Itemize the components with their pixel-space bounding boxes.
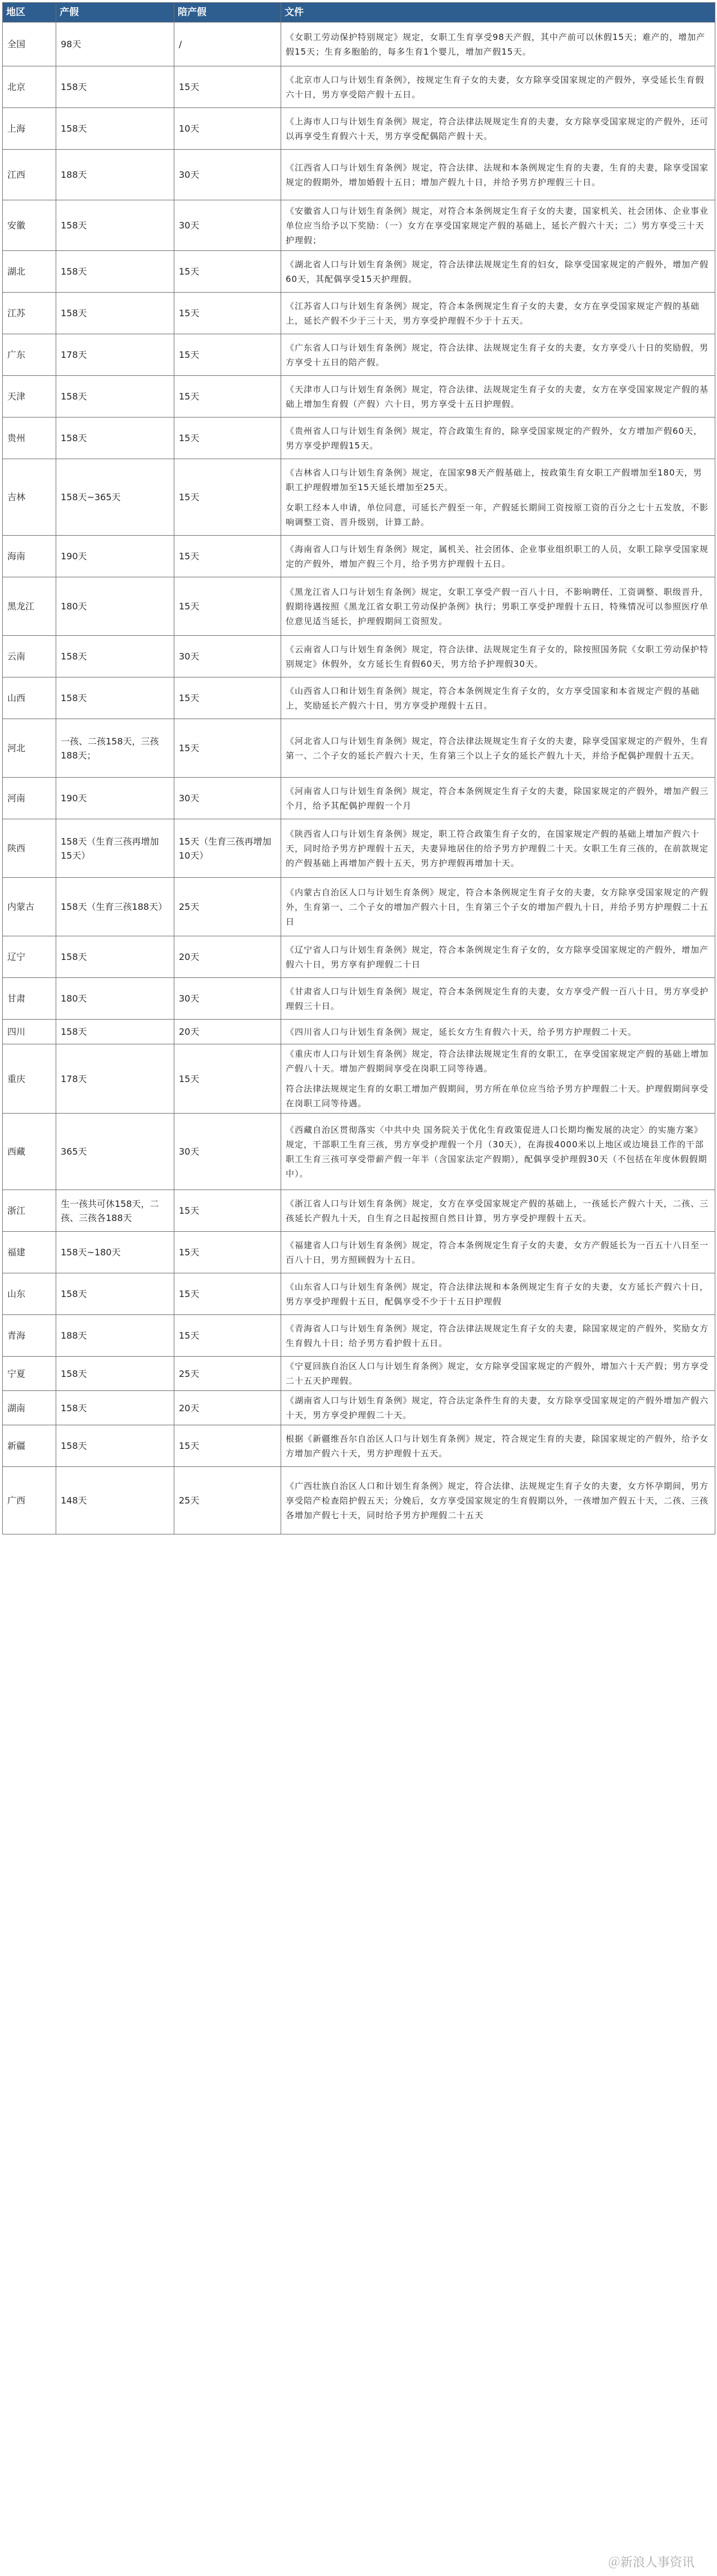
cell-maternity-leave: 158天（生育三孩再增加15天） (56, 819, 174, 878)
cell-region: 全国 (3, 23, 56, 66)
watermark: ＠新浪人事资讯 (607, 2556, 695, 2570)
table-row (3, 108, 715, 150)
cell-paternity-leave: 30天 (174, 778, 281, 819)
cell-document (281, 418, 715, 459)
document-paragraph: 《广西壮族自治区人口和计划生育条例》规定，符合法律、法规规定生育子女的夫妻，女方怀孕期间，男方享受陪产检查陪护假五天；分娩后，女方享受国家规定的生育假期以外，一孩增加产假五十天，二孩、三孩各增加产假七十天，同时给予男方护理假二十五天 (286, 1480, 709, 1520)
cell-document (281, 536, 715, 577)
cell-maternity-leave: 365天 (56, 1114, 174, 1190)
cell-region: 河南 (3, 778, 56, 819)
table-row (3, 418, 715, 459)
table-row (3, 66, 715, 108)
cell-document (281, 293, 715, 334)
cell-maternity-leave: 180天 (56, 978, 174, 1020)
cell-paternity-leave: 15天 (174, 459, 281, 536)
document-paragraph: 《江西省人口与计划生育条例》规定，符合法律、法规和本条例规定生育的夫妻，生育的夫妻，除享受国家规定的假期外，增加婚假十五日；增加产假九十日，并给予男方护理假三十日。 (286, 162, 709, 187)
table-row (3, 978, 715, 1020)
cell-region: 四川 (3, 1020, 56, 1044)
cell-paternity-leave: 30天 (174, 978, 281, 1020)
cell-document (281, 636, 715, 677)
cell-maternity-leave: 190天 (56, 536, 174, 577)
document-paragraph: 《山西省人口和计划生育条例》规定，符合本条例规定生育子女的，女方享受国家和本省规定产假的基础上，奖励延长产假六十日，男方享受护理假十五日。 (286, 685, 700, 711)
document-paragraph: 《福建省人口与计划生育条例》规定，符合本条例规定生育子女的夫妻，女方产假延长为一百五十八日至一百八十日，男方照顾假为十五日。 (286, 1240, 709, 1265)
cell-paternity-leave: 15天 (174, 1425, 281, 1467)
cell-maternity-leave: 158天 (56, 1273, 174, 1315)
header-maternity: 产假 (56, 3, 174, 23)
table-row (3, 636, 715, 677)
cell-paternity-leave: 15天 (174, 1044, 281, 1114)
cell-region: 云南 (3, 636, 56, 677)
cell-region: 福建 (3, 1232, 56, 1273)
cell-maternity-leave: 158天 (56, 1020, 174, 1044)
cell-paternity-leave: 15天（生育三孩再增加10天） (174, 819, 281, 878)
cell-maternity-leave: 158天 (56, 376, 174, 418)
cell-region: 上海 (3, 108, 56, 150)
document-paragraph: 女职工经本人申请，单位同意，可延长产假至一年，产假延长期间工资按原工资的百分之七十五发放，不影响调整工资、晋升级别，计算工龄。 (286, 502, 709, 527)
cell-document (281, 1315, 715, 1357)
cell-paternity-leave: 15天 (174, 1190, 281, 1232)
cell-document (281, 1425, 715, 1467)
document-paragraph: 《河北省人口与计划生育条例》规定，符合法律法规规定生育子女的夫妻，除享受国家规定的产假外，生育第一、二个子女的延长产假六十天，生育第三个以上子女的延长产假九十天，并给予配偶护理假十五天。 (286, 735, 709, 761)
cell-document (281, 376, 715, 418)
document-paragraph: 《江苏省人口与计划生育条例》规定，符合本条例规定生育子女的夫妻，女方在享受国家规定产假的基础上，延长产假不少于三十天，男方享受护理假不少于十五天。 (286, 300, 700, 326)
cell-document (281, 1044, 715, 1114)
table-row (3, 1357, 715, 1391)
cell-maternity-leave: 188天 (56, 150, 174, 200)
header-region: 地区 (3, 3, 56, 23)
document-paragraph: 《浙江省人口与计划生育条例》规定，女方在享受国家规定产假的基础上，一孩延长产假六十天，二孩、三孩延长产假九十天，自生育之日起按照自然日计算，男方享受护理假十五天。 (286, 1198, 709, 1223)
document-paragraph: 根据《新疆维吾尔自治区人口与计划生育条例》规定，符合规定生育的夫妻，除国家规定的产假外，给予女方增加产假六十天，男方护理假十五天。 (286, 1433, 709, 1458)
header-paternity: 陪产假 (174, 3, 281, 23)
cell-region: 湖南 (3, 1391, 56, 1425)
document-paragraph: 《安徽省人口与计划生育条例》规定，对符合本条例规定生育子女的夫妻，国家机关、社会团体、企业事业单位应当给予以下奖励：（一）女方在享受国家规定产假的基础上，延长产假六十天；二）男方享受三十天护理假； (286, 205, 709, 245)
document-paragraph: 《重庆市人口与计划生育条例》规定，符合法律法规规定生育的女职工，在享受国家规定产假的基础上增加产假八十天。增加产假期间享受在岗职工同等待遇。 (286, 1049, 709, 1074)
maternity-leave-table (2, 2, 715, 1534)
cell-document (281, 1357, 715, 1391)
table-row (3, 936, 715, 978)
cell-region: 河北 (3, 719, 56, 778)
cell-document (281, 677, 715, 719)
document-paragraph: 《西藏自治区贯彻落实〈中共中央 国务院关于优化生育政策促进人口长期均衡发展的决定〉的实施方案》规定，干部职工生育三孩，男方享受护理假一个月（30天），在海拔4000米以上地区或边境县工作的干部职工生育三孩可享受带薪产假一年半（含国家法定产假期），配偶享受护理假30天（不包括在年度休假假期中）。 (286, 1124, 707, 1179)
cell-region: 江苏 (3, 293, 56, 334)
table-row (3, 1044, 715, 1114)
document-paragraph: 《陕西省人口与计划生育条例》规定，职工符合政策生育子女的，在国家规定产假的基础上增加产假六十天，同时给予男方护理假十五天，夫妻异地居住的给予男方护理假二十天。女职工生育三孩的，在前款规定的产假基础上再增加产假十五天，男方护理假再增加十天。 (286, 828, 709, 868)
cell-document (281, 23, 715, 66)
table-row (3, 577, 715, 636)
cell-maternity-leave: 190天 (56, 778, 174, 819)
document-paragraph: 《天津市人口与计划生育条例》规定，符合法律、法规规定生育子女的夫妻，女方在享受国家规定产假的基础上增加生育假（产假）六十日，男方享受十五日护理假。 (286, 384, 709, 409)
table-row (3, 150, 715, 200)
table-row (3, 1114, 715, 1190)
cell-maternity-leave: 158天~365天 (56, 459, 174, 536)
table-row (3, 1020, 715, 1044)
cell-document (281, 1273, 715, 1315)
cell-document (281, 936, 715, 978)
cell-maternity-leave: 158天 (56, 66, 174, 108)
cell-maternity-leave: 188天 (56, 1315, 174, 1357)
cell-paternity-leave: 15天 (174, 1232, 281, 1273)
document-paragraph: 《山东省人口与计划生育条例》规定，符合法律法规和本条例规定生育子女的夫妻，女方延长产假六十日，男方享受护理假十五日，配偶享受不少于十五日护理假 (286, 1281, 709, 1307)
cell-maternity-leave: 158天 (56, 1425, 174, 1467)
cell-region: 北京 (3, 66, 56, 108)
cell-paternity-leave: 10天 (174, 108, 281, 150)
document-paragraph: 《四川省人口与计划生育条例》规定，延长女方生育假六十天，给予男方护理假二十天。 (286, 1026, 637, 1037)
table-row (3, 719, 715, 778)
cell-maternity-leave: 158天 (56, 418, 174, 459)
document-paragraph: 《广东省人口与计划生育条例》规定，符合法律、法规规定生育子女的夫妻，女方享受八十日的奖励假，男方享受十五日的陪产假。 (286, 342, 709, 367)
cell-paternity-leave: 15天 (174, 677, 281, 719)
cell-region: 广东 (3, 334, 56, 376)
cell-maternity-leave: 158天 (56, 1357, 174, 1391)
cell-paternity-leave: 30天 (174, 150, 281, 200)
cell-maternity-leave: 158天 (56, 108, 174, 150)
table-row (3, 293, 715, 334)
cell-document (281, 200, 715, 251)
table-row (3, 1190, 715, 1232)
cell-region: 甘肃 (3, 978, 56, 1020)
document-paragraph: 《女职工劳动保护特别规定》规定，女职工生育享受98天产假，其中产前可以休假15天；难产的，增加产假15天；生育多胞胎的，每多生育1个婴儿，增加产假15天。 (286, 32, 706, 57)
document-paragraph: 《宁夏回族自治区人口与计划生育条例》规定，女方除享受国家规定的产假外，增加六十天产假；男方享受二十五天护理假。 (286, 1361, 709, 1386)
cell-document (281, 778, 715, 819)
cell-document (281, 334, 715, 376)
cell-document (281, 150, 715, 200)
cell-paternity-leave: 20天 (174, 1020, 281, 1044)
cell-document (281, 459, 715, 536)
cell-paternity-leave: 15天 (174, 66, 281, 108)
cell-maternity-leave: 158天 (56, 200, 174, 251)
cell-paternity-leave: 15天 (174, 536, 281, 577)
cell-maternity-leave: 98天 (56, 23, 174, 66)
cell-paternity-leave: / (174, 23, 281, 66)
cell-maternity-leave: 180天 (56, 577, 174, 636)
cell-document (281, 1114, 715, 1190)
cell-region: 重庆 (3, 1044, 56, 1114)
table-row (3, 23, 715, 66)
cell-document (281, 66, 715, 108)
cell-maternity-leave: 158天 (56, 251, 174, 293)
cell-region: 西藏 (3, 1114, 56, 1190)
cell-region: 内蒙古 (3, 878, 56, 936)
cell-maternity-leave: 158天 (56, 636, 174, 677)
cell-region: 广西 (3, 1467, 56, 1534)
table-body (3, 23, 715, 1534)
cell-region: 山东 (3, 1273, 56, 1315)
document-paragraph: 《河南省人口与计划生育条例》规定，符合本条例规定生育子女的夫妻，除国家规定的产假外，增加产假三个月，给予其配偶护理假一个月 (286, 786, 709, 811)
cell-maternity-leave: 生一孩共可休158天，二孩、三孩各188天 (56, 1190, 174, 1232)
cell-region: 吉林 (3, 459, 56, 536)
cell-paternity-leave: 25天 (174, 878, 281, 936)
cell-region: 江西 (3, 150, 56, 200)
cell-region: 浙江 (3, 1190, 56, 1232)
cell-paternity-leave: 30天 (174, 200, 281, 251)
cell-document (281, 1020, 715, 1044)
cell-document (281, 1190, 715, 1232)
cell-paternity-leave: 15天 (174, 719, 281, 778)
cell-document (281, 1467, 715, 1534)
cell-region: 山西 (3, 677, 56, 719)
cell-document (281, 819, 715, 878)
document-paragraph: 《北京市人口与计划生育条例》，按规定生育子女的夫妻，女方除享受国家规定的产假外，享受延长生育假六十日，男方享受陪产假十五日。 (286, 74, 705, 100)
cell-paternity-leave: 15天 (174, 577, 281, 636)
document-paragraph: 《贵州省人口与计划生育条例》规定，符合政策生育的，除享受国家规定的产假外，女方增加产假60天，男方享受护理假15天。 (286, 425, 703, 451)
cell-region: 宁夏 (3, 1357, 56, 1391)
cell-region: 青海 (3, 1315, 56, 1357)
table-row (3, 334, 715, 376)
document-paragraph: 《吉林省人口与计划生育条例》规定，在国家98天产假基础上，按政策生育女职工产假增加至180天，男职工护理假增加至15天延长增加至25天。 (286, 467, 702, 492)
cell-region: 辽宁 (3, 936, 56, 978)
document-paragraph: 《海南省人口与计划生育条例》规定，属机关、社会团体、企业事业组织职工的人员，女职工除享受国家规定的产假外，增加产假三个月，给予男方护理假十五日。 (286, 544, 709, 569)
cell-paternity-leave: 15天 (174, 376, 281, 418)
cell-maternity-leave: 178天 (56, 1044, 174, 1114)
cell-region: 湖北 (3, 251, 56, 293)
document-paragraph: 符合法律法规规定生育的女职工增加产假期间，男方所在单位应当给予男方护理假二十天。护理假期间享受在岗职工同等待遇。 (286, 1084, 709, 1109)
document-paragraph: 《上海市人口与计划生育条例》规定，符合法律法规规定生育的夫妻，女方除享受国家规定的产假外，还可以再享受生育假六十天，男方享受配偶陪产假十天。 (286, 116, 709, 141)
cell-region: 黑龙江 (3, 577, 56, 636)
cell-region: 安徽 (3, 200, 56, 251)
document-paragraph: 《湖北省人口与计划生育条例》规定，符合法律法规规定生育的妇女，除享受国家规定的产假外，增加产假60天，其配偶享受15天护理假。 (286, 259, 709, 284)
cell-paternity-leave: 20天 (174, 1391, 281, 1425)
table-row (3, 878, 715, 936)
document-paragraph: 《云南省人口与计划生育条例》规定，符合法律、法规规定生育子女的，除按照国务院《女职工劳动保护特别规定》休假外，女方延长生育假60天，男方给予护理假30天。 (286, 644, 709, 669)
cell-maternity-leave: 158天~180天 (56, 1232, 174, 1273)
cell-maternity-leave: 158天（生育三孩188天） (56, 878, 174, 936)
table-row (3, 1425, 715, 1467)
cell-document (281, 251, 715, 293)
cell-paternity-leave: 15天 (174, 334, 281, 376)
document-paragraph: 《黑龙江省人口与计划生育条例》规定，女职工享受产假一百八十日，不影响聘任、工资调整、职级晋升，假期待遇按照《黑龙江省女职工劳动保护条例》执行；男职工享受护理假十五日，特殊情况可以参照医疗单位意见适当延长，护理假期间工资照发。 (286, 586, 709, 626)
cell-document (281, 1232, 715, 1273)
document-paragraph: 《青海省人口与计划生育条例》规定，符合法律法规规定生育子女的夫妻，除国家规定的产假外，奖励女方生育假九十日；给予男方看护假十五日。 (286, 1323, 709, 1348)
table-row (3, 536, 715, 577)
cell-maternity-leave: 158天 (56, 1391, 174, 1425)
cell-region: 天津 (3, 376, 56, 418)
document-paragraph: 《湖南省人口与计划生育条例》规定，符合法定条件生育的夫妻，女方除享受国家规定的产假外增加产假六十天，男方享受护理假二十天。 (286, 1395, 709, 1420)
cell-region: 陕西 (3, 819, 56, 878)
cell-paternity-leave: 15天 (174, 1273, 281, 1315)
table-row (3, 251, 715, 293)
cell-paternity-leave: 15天 (174, 1315, 281, 1357)
cell-maternity-leave: 178天 (56, 334, 174, 376)
cell-paternity-leave: 15天 (174, 418, 281, 459)
cell-paternity-leave: 15天 (174, 251, 281, 293)
document-paragraph: 《甘肃省人口与计划生育条例》规定，符合本条例规定生育的夫妻，女方享受产假一百八十日，男方享受护理假三十日。 (286, 986, 709, 1011)
cell-document (281, 719, 715, 778)
cell-document (281, 978, 715, 1020)
cell-document (281, 108, 715, 150)
cell-document (281, 1391, 715, 1425)
cell-region: 海南 (3, 536, 56, 577)
header-document: 文件 (281, 3, 715, 23)
table-row (3, 1232, 715, 1273)
cell-region: 新疆 (3, 1425, 56, 1467)
cell-maternity-leave: 148天 (56, 1467, 174, 1534)
cell-paternity-leave: 20天 (174, 936, 281, 978)
cell-paternity-leave: 25天 (174, 1467, 281, 1534)
table-row (3, 459, 715, 536)
cell-paternity-leave: 30天 (174, 636, 281, 677)
table-row (3, 200, 715, 251)
table-row (3, 819, 715, 878)
table-row (3, 1391, 715, 1425)
cell-maternity-leave: 158天 (56, 293, 174, 334)
cell-paternity-leave: 30天 (174, 1114, 281, 1190)
cell-maternity-leave: 158天 (56, 936, 174, 978)
cell-maternity-leave: 158天 (56, 677, 174, 719)
cell-region: 贵州 (3, 418, 56, 459)
table-row (3, 1273, 715, 1315)
header-row (3, 3, 715, 23)
cell-document (281, 577, 715, 636)
cell-document (281, 878, 715, 936)
cell-paternity-leave: 25天 (174, 1357, 281, 1391)
document-paragraph: 《内蒙古自治区人口与计划生育条例》规定，符合本条例规定生育子女的夫妻，女方除享受国家规定的产假外，生育第一、二个子女的增加产假六十日，生育第三个子女的增加产假九十日，并给予男方护理假二十五日 (286, 887, 709, 927)
table-row (3, 778, 715, 819)
table-row (3, 1315, 715, 1357)
cell-paternity-leave: 15天 (174, 293, 281, 334)
cell-maternity-leave: 一孩、二孩158天，三孩188天； (56, 719, 174, 778)
table-row (3, 1467, 715, 1534)
table-row (3, 376, 715, 418)
document-paragraph: 《辽宁省人口与计划生育条例》规定，符合本条例规定生育子女的，女方除享受国家规定的产假外，增加产假六十日，男方享有护理假二十日 (286, 944, 709, 970)
table-row (3, 677, 715, 719)
